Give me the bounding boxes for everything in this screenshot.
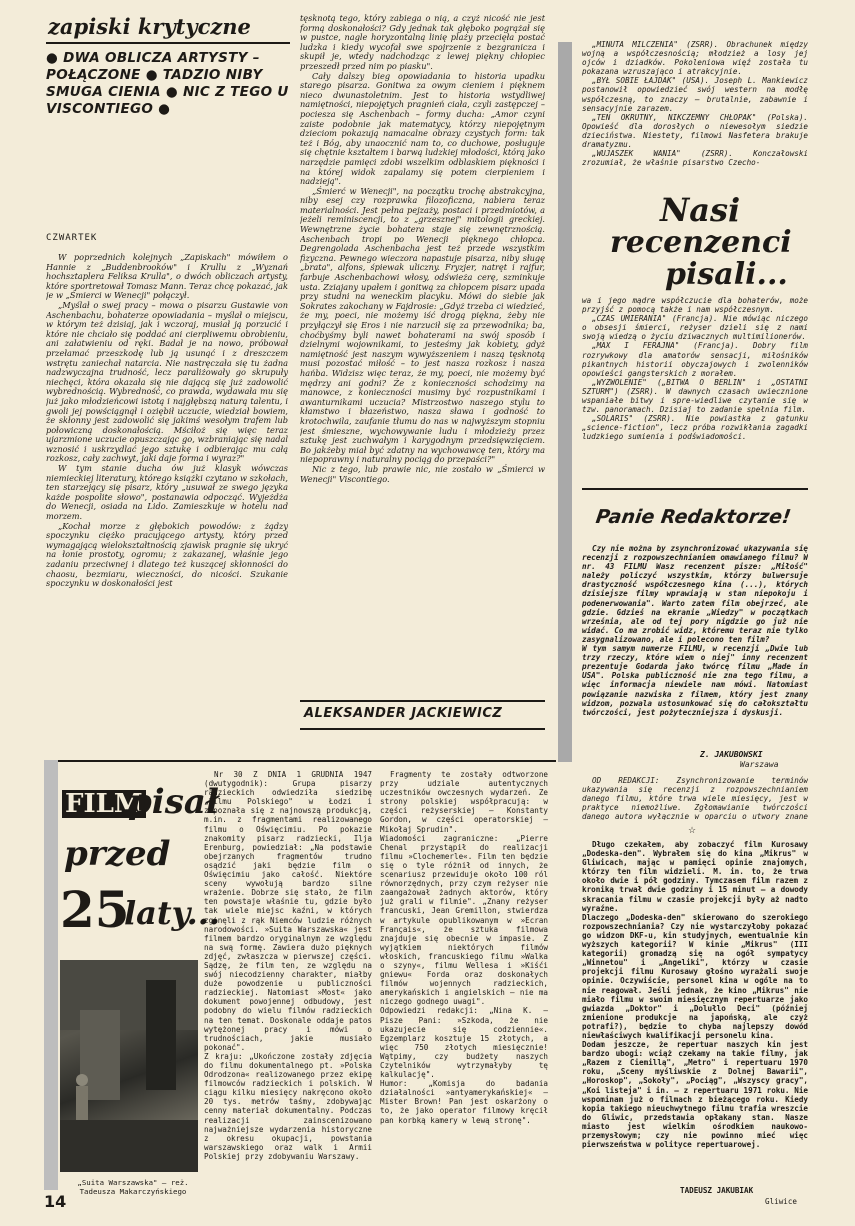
letter-signature: Z. JAKUBOWSKI [700, 750, 763, 759]
gray-column-bar [558, 42, 572, 762]
review-item: „WYZWOLENIE" („BITWA O BERLIN" i „OSTATNI SZTURM") (ZSRR). W dawnych czasach uwiecznione wspaniałe bitwy i spre-wiedliwe czytanie się w tzw. panoramach. Dzisiaj to zadanie spełnia film. [582, 377, 808, 415]
star-divider: ☆ [688, 826, 697, 836]
review-item: „WUJASZEK WANIA" (ZSRR). Konczałowski zrozumiał, że właśnie pisarstwo Czecho- [582, 149, 808, 168]
author-rule-bottom [300, 728, 545, 730]
article-paragraph: „Myślał o swej pracy – mowa o pisarzu Gustawie von Aschenbachu, bohaterze opowiadania – myślał o miejscu, w którym też dzisiaj, jak i wczoraj, musiał ją porzucić i które nie chciało się poddać ani cierpliwemu obrobieniu, ani załatwieniu od ręki. Badał je na nowo, próbował przełamać przeszkodę lub ją usunąć i z dreszczem wstrętu zaniechał natarcia. Nie nastręczała się tu żadna nadzwyczajna trudność, lecz paraliżowały go skrupuły niechęci, która okazała się nie dającą się już zadowolić wybrednością. Wybredność, co prawda, wydawała mu się już jako młodzieńcowi istotą i najgłębszą naturą talentu, i gwoli jej powściągnął i oziębił uczucie, wiedział bowiem, że skłonny jest zadowolić się jakimś wesołym trafem lub połowiczną doskonałością. Mściłoż się więc teraz ujarzmione uczucie opuszczając go, wzbraniając się nadal wznosić i uskrzydlać jego sztukę i odbierając mu całą rozkosz, cały zachwyt, jaki daje forma i wyraz?" [46, 299, 288, 464]
author-rule-top [300, 700, 545, 702]
article-paragraph: „Śmierć w Wenecji", na początku trochę abstrakcyjna, niby esej czy rozprawka filozoficzna, nabiera teraz materialności. Jest pełna pejzaży, postaci i przedmiotów, a jeżeli reminiscencji, to z „grzesznej" mitologii greckiej. Wewnętrzne życie bohatera staje się zewnętrznością. Aschenbach tropi po Wenecji pięknego chłopca. Degrengolada Aschenbacha jest też przede wszystkim fizyczna. Pewnego wieczora napastuje pisarza, niby sługę „brata", alfons, śpiewak uliczny. Fryzjer, natręt i rajfur, farbuje Aschenbachowi włosy, odświeża cerę, szminkuje usta. Zziajany upałem i gonitwą za chłopcem pisarz upada przy studni na weneckim placyku. Mówi do siebie jak Sokrates zakochany w Fajdrosie: „Gdyż trzeba ci wiedzieć, że my, poeci, nie możemy iść drogą piękna, żeby nie przyłączył się Eros i nie narzucił się za przewodnika; ba, choćbyśmy byli nawet bohaterami na swój sposób i dzielnymi wojownikami, to jesteśmy jak kobiety, gdyż namiętność jest naszym wywyższeniem i naszą tęsknotą musi pozostać miłość – to jest nasza rozkosz i nasza hańba. Widzisz więc teraz, że my, poeci, nie możemy być mędrzy ani godni? Że z konieczności schodzimy na manowce, z konieczności musimy być rozpustnikami i awanturnikami uczucia? Mistrzostwo naszego stylu to kłamstwo i błazeństwo, nasza sława i godność to krotochwila, zaufanie tłumu do nas w najwyższym stopniu jest śmieszne, wychowywanie ludu i młodzieży przez sztukę jest zuchwałym i karygodnym przedsięwzięciem. Bo jakżeby miał być zdatny na wychowawcę ten, który ma niepoprawny i naturalny pociąg do przepaści?" [300, 185, 545, 465]
author-name: ALEKSANDER JACKIEWICZ [304, 706, 503, 721]
page-number: 14 [44, 1192, 67, 1211]
dodeska-signature: TADEUSZ JAKUBIAK [680, 1186, 754, 1195]
review-item: „MAX I FERAJNA" (Francja). Dobry film rozrywkowy dla amatorów sensacji, miłośników pikantnych historii obyczajowych i zwolenników opowieści gangsterskich z morałem. [582, 341, 808, 378]
article-paragraph: W tym stanie ducha ów już klasyk wówczas niemieckiej literatury, którego książki czytano w szkołach, ten starzejący się pisarz, który „usuwał ze swego języka każde pospolite słowo", postanawia odpocząć. Wyjeżdża do Wenecji, osiada na Lido. Zamieszkuje w hotelu nad morzem. [46, 463, 288, 522]
letter-city: Warszawa [740, 760, 779, 769]
section-title: zapiski krytyczne [48, 14, 251, 39]
film25-title-laty: laty... [124, 894, 221, 932]
reviews-rule [582, 488, 808, 490]
dodeska-city: Gliwice [765, 1197, 798, 1206]
film25-frame-top [44, 760, 556, 762]
film25-title-przed: przed [64, 834, 171, 874]
reviewers-title-1: Nasi [660, 191, 741, 229]
photo-caption: „Suita Warszawska" – reż. Tadeusza Makarczyńskiego [77, 1178, 189, 1196]
review-item: „TEN OKRUTNY, NIKCZEMNY CHŁOPAK" (Polska). Opowieść dla dorosłych o niewesołym siedzie dzieciństwa. Niestety, filmowi Nasfetera brakuje dramatyzmu. [582, 112, 808, 150]
editor-reply: OD REDAKCJI: Zsynchronizowanie terminów ukazywania się recenzji z rozpowszechnianiem danego filmu, które trwa wiele miesięcy, jest w praktyce niemożliwe. Zgłomawianie twórczości danego autora wyłącznie w oparciu o utwory znane [582, 776, 808, 820]
review-item: „MINUTA MILCZENIA" (ZSRR). Obrachunek między wojną a współczesnością; młodzież a losy jej ojców i dziadków. Pokoleniowa więź została tu pokazana wzruszająco i atrakcyjnie. [582, 40, 808, 77]
film25-title-pisal: pisał [128, 782, 219, 822]
photo-figures-icon [60, 960, 198, 1172]
film25-column-2: Fragmenty te zostały odtworzone przy udziale autentycznych uczestników owczesnych wydarzeń. Ze strony polskiej współpracują: w części reżyserskiej – Konstanty Gordon, w części operatorskiej – Mikołaj Sprudin". Wiadomości zagraniczne: „Pierre Chenal przystąpił do realizacji filmu »Clochemerle«. Film ten będzie się o tyle różnił od innych, że scenariusz przewiduje około 100 ról równorzędnych, przy czym reżyser nie zaangażował żadnych aktorów, który już grali w filmie". „Znany reżyser francuski, Jean Gremillon, stwierdza w artykule opublikowanym w »Ecran Français«, że sztuka filmowa znajduje się obecnie w impasie. Z wyjątkiem niektórych filmów włoskich, francuskiego filmu »Walka o szyny«, filmu Wellesa i »Kiśći gniewu« Forda oraz doskonałych filmów wojennych radzieckich, amerykańskich i angielskich – nie ma niczego godnego uwagi". Odpowiedzi redakcji: „Nina K. – Pisze Pani: »Szkoda, że nie ukazujecie się codziennie«. Egzemplarz kosztuje 15 złotych, a więc 750 złotych miesięcznie! Wątpimy, czy budżety naszych Czytelników wytrzymałyby tę kalkulację". Humor: „Komisja do badania działalności »antyamerykańskiej« – Mister Brown! Pan jest oskarżony o to, że jako operator filmowy kręcił pan korbką kamery w lewą stronę". [380, 770, 548, 1125]
film25-column-1: Nr 30 Z DNIA 1 GRUDNIA 1947 (dwutygodnik): Grupa pisarzy radzieckich odwiedziła siedzibę „Filmu Polskiego" w Łodzi i zapoznała się z najnowszą produkcją, m.in. z fragmentami realizowanego filmu o Oświęcimiu. Po pokazie znakomity pisarz radziecki, Ilja Erenburg, powiedział: „Na podstawie obejrzanych fragmentów trudno osądzić jaki będzie film o Oświęcimiu jako całość. Niektóre sceny wywołują bardzo silne wrażenie. Dobrze się stało, że film ten powstaje właśnie tu, gdzie było tak wiele miejsc kaźni, w których zginęli z rąk Niemców ludzie różnych narodowości. »Suita Warszawska« jest filmem bardzo oryginalnym ze względu na swą formę. Zawiera dużo pięknych zdjęć, zwłaszcza w pierwszej części. Sądzę, że film ten, ze względu na swój niecodzienny charakter, miałby duże powodzenie u publiczności radzieckiej. Natomiast »Most« jako dokument powojennej odbudowy, jest podobny do wielu filmów radzieckich na ten temat. Doskonale oddaje patos wytężonej pracy i mówi o trudnościach, jakie musiało pokonać". Z kraju: „Ukończone zostały zdjęcia do filmu dokumentalnego pt. »Polska Odrodzona« realizowanego przez ekipę filmowców radzieckich i polskich. W ciągu kilku miesięcy nakręcono około 20 tys. metrów taśmy, zdobywając cenny materiał dokumentalny. Podczas realizacji zainscenizowano najważniejsze wydarzenia historyczne z okresu okupacji, powstania warszawskiego oraz walk i Armii Polskiej przy zdobywaniu Warszawy. [204, 770, 372, 1161]
review-item: wa i jego mądre współczucie dla bohaterów, może przyjść z pomocą także i nam współczesnym. [582, 296, 808, 315]
reviews-top [582, 40, 808, 205]
film-still-photo [60, 960, 198, 1172]
article-paragraph: „Kochał morze z głębokich powodów: z żądzy spoczynku ciężko pracującego artysty, który przed wymagającą wielokształtnością zjawisk pragnie się ukryć na łonie prostoty, ogromu; z zakazanej, właśnie jego zadaniu przeciwnej i dlatego też kuszącej skłonności do chaosu, bezmiaru, wieczności, do nicości. Szukanie spoczynku w doskonałości jest [46, 520, 288, 589]
article-paragraph: tęsknotą tego, który zabiega o nią, a czyż nicość nie jest formą doskonałości? Gdy jednak tak głęboko pogrążał się w pustce, nagle horyzontalną linię plaży przecięła postać ludzka i kiedy wycofał swe spojrzenie z bezgranicza i skupił je, wtedy nadchodząc z lewej piękny chłopiec przeszedł przed nim po piasku". [300, 14, 545, 71]
review-item: „CZAS UMIERANIA" (Francja). Nie mówiąc niczego o obsesji śmierci, reżyser dzieli się z nami swoją wiedzą o życiu dziwacznych multimilionerów. [582, 314, 808, 342]
letter-body: Czy nie można by zsynchronizować ukazywania się recenzji z rozpowszechnianiem omawianego filmu? W nr. 43 FILMU Wasz recenzent pisze: „Miłość" należy policzyć wszystkim, którzy bulwersuje drastyczność współczesnego kina (...), których dzisiejsze filmy wprawiają w stan niepokoju i podenerwowania". Warto zatem film obejrzeć, ale gdzie. Gdzieś na ekranie „Wiedzy" w początkach września, ale od tej pory nigdzie go już nie widać. Co ma zrobić widz, któremu teraz nie tylko zasygnalizowano, ale i polecono ten film? W tym samym numerze FILMU, w recenzji „Dwie lub trzy rzeczy, które wiem o niej" inny recenzent prezentuje Godarda jako twórcę filmu „Made in USA". Polska publiczność nie zna tego filmu, a więc informacja niewiele nam mówi. Natomiast powiązanie nazwiska z filmem, który jest znany widzom, pozwala ustosunkować się do całokształtu twórczości, jest pożyteczniejsza i dyskusji. [582, 544, 808, 717]
reviewers-title-3: pisali... [665, 257, 788, 292]
article-paragraph: Nic z tego, lub prawie nic, nie zostało w „Śmierci w Wenecji" Viscontiego. [300, 463, 545, 484]
reviewers-title-2: recenzenci [610, 225, 792, 260]
article-column-2 [300, 14, 545, 692]
reviews-bottom [582, 296, 808, 480]
letter-title: Panie Redaktorze! [594, 506, 793, 528]
day-label: CZWARTEK [46, 233, 98, 243]
kicker-headline: ● DWA OBLICZA ARTYSTY – POŁĄCZONE ● TADZIO NIBY SMUGA CIENIA ● NIC Z TEGO U VISCONTIEGO ● [46, 50, 289, 117]
dodeska-letter: Długo czekałem, aby zobaczyć film Kurosawy „Dodeska-den". Wybrałem się do kina „Mikrus" w Gliwicach, mając w pamięci opinie znajomych, którzy ten film widzieli. M. in. to, że trwa około dwie i pół godziny. Tymczasem film razem z kroniką trwał dwie godziny i 15 minut – a dowody skracania filmu w czasie projekcji były aż nadto wyraźne. Dlaczego „Dodeska-den" skierowano do szerokiego rozpowszechniania? Czy nie wystarczyłoby pokazać go widzom DKF-u, kin studyjnych, ewentualnie kin wyższych kategorii? W kinie „Mikrus" (III kategorii) gromadzą się na ogół sympatycy „Winnetou" i „Angeliki", którzy w czasie projekcji filmu Kurosawy głośno wyrażali swoje opinie. Oczywiście, personel kina w ogóle na to nie reagował. Jeśli jednak, że kino „Mikrus" nie miało filmu w swoim miesięcznym repertuarze jako gwiazda „Doktor" i „Dolułlo Deci" (później zmienione produkcje na japońską, ale czyż potrafi?), będzie to chyba najlepszy dowód niewłaściwych kwalifikacji personelu kina. Dodam jeszcze, że repertuar naszych kin jest bardzo ubogi: wciąż czekamy na takie filmy, jak „Razem z Ciemillą", „Metro" i repertuaru 1970 roku, „Sceny myśliwskie z Dolnej Bawarii", „Horoskop", „Sokoły", „Pociąg", „Wszyscy gracy", „Koi listeja" i in. – z repertuaru 1971 roku. Nie wspominam już o filmach z bieżącego roku. Kiedy kopia takiego nieuchwytnego filmu trafia wreszcie do Gliwic, przedstawia opłakany stan. Nasze miasto jest wielkim ośrodkiem naukowo-przemysłowym; czy nie powinno mieć więc pierwszeństwa w polityce repertuarowej. [582, 840, 808, 1150]
article-paragraph: Cały dalszy bieg opowiadania to historia upadku starego pisarza. Gonitwa za owym cieniem i pięknem nieco dwunastoletnim. Jest to historia wstydliwej namiętności, niepojętych pragnień ciała, czyli zastępczej – pociesza się Aschenbach – formy ducha: „Amor czyni zaiste podobnie jak matematycy, którzy niepojętnym dzieciom pokazują namacalne obrazy czystych form: tak też i Bóg, aby unaocznić nam to, co duchowe, posługuje się chętnie kształtem i barwą ludzkiej młodości, którą jako narzędzie pamięci zdobi wszelkim odblaskiem piękności i na której widok zapalamy się potem cierpieniem i nadzieją". [300, 70, 545, 187]
article-column-1 [46, 253, 288, 741]
film-logo: FILM [62, 790, 146, 818]
review-item: „BYŁ SOBIE ŁAJDAK" (USA). Joseph L. Mankiewicz postanowił opowiedzieć swój western na modłę współczesną, to znaczy – brutalnie, zabawnie i sensacyjnie zarazem. [582, 76, 808, 113]
article-paragraph: W poprzednich kolejnych „Zapiskach" mówiłem o Hannie z „Buddenbrooków" i Krullu z „Wyznań hochsztaplera Feliksa Krulla", o dwóch obliczach artysty, które sportretował Tomasz Mann. Teraz chcę pokazać, jak je w „Śmierci w Wenecji" połączył. [46, 253, 288, 301]
review-item: „SOLARIS" (ZSRR). Nie powiastka z gatunku „science-fiction", lecz próba rozwikłania zagadki ludzkiego sumienia i podświadomości. [582, 414, 808, 442]
header-rule [46, 42, 290, 44]
film25-title-25: 25 [60, 880, 130, 939]
film25-frame-left [44, 760, 58, 1190]
